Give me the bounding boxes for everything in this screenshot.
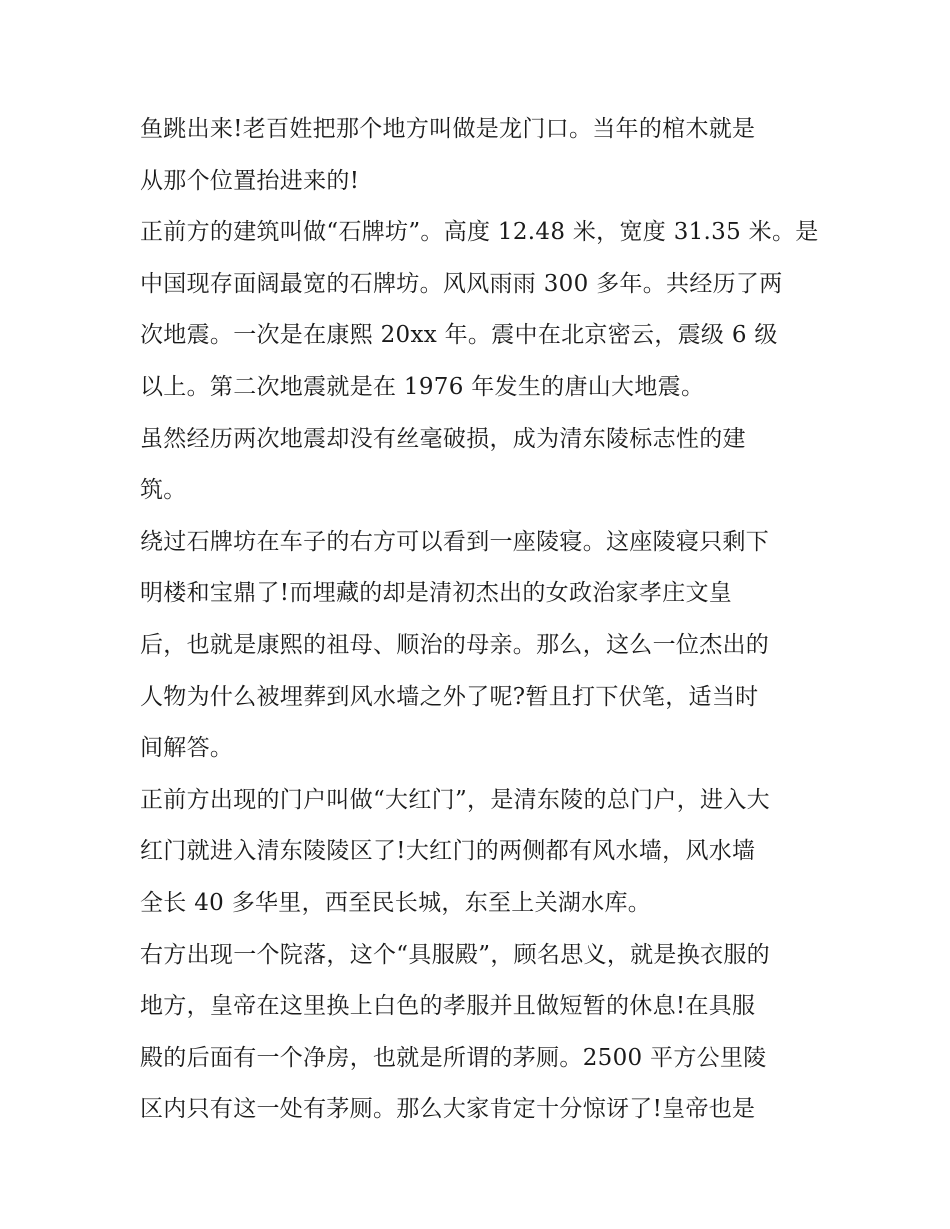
text-line: 殿的后面有一个净房，也就是所谓的茅厕。2500 平方公里陵	[140, 1044, 767, 1071]
text-line: 以上。第二次地震就是在 1976 年发生的唐山大地震。	[140, 373, 705, 400]
text-line: 后，也就是康熙的祖母、顺治的母亲。那么，这么一位杰出的	[140, 631, 770, 658]
text-line: 绕过石牌坊在车子的右方可以看到一座陵寝。这座陵寝只剩下	[140, 528, 770, 555]
text-line: 正前方的建筑叫做“石牌坊”。高度 12.48 米，宽度 31.35 米。是	[140, 219, 819, 246]
text-line: 明楼和宝鼎了!而埋藏的却是清初杰出的女政治家孝庄文皇	[140, 580, 733, 607]
text-line: 区内只有这一处有茅厕。那么大家肯定十分惊讶了!皇帝也是	[140, 1096, 756, 1123]
text-line: 鱼跳出来!老百姓把那个地方叫做是龙门口。当年的棺木就是	[140, 116, 756, 142]
text-line: 全长 40 多华里，西至民长城，东至上关湖水库。	[140, 889, 652, 916]
text-line: 虽然经历两次地震却没有丝毫破损，成为清东陵标志性的建	[140, 425, 746, 452]
text-line: 次地震。一次是在康熙 20xx 年。震中在北京密云，震级 6 级	[140, 322, 778, 349]
document-body	[140, 104, 820, 1136]
text-line: 右方出现一个院落，这个“具服殿”，顾名思义，就是换衣服的	[140, 941, 770, 968]
text-line: 筑。	[140, 477, 187, 504]
text-line: 从那个位置抬进来的!	[140, 167, 360, 194]
text-line: 间解答。	[140, 735, 234, 762]
text-line: 地方，皇帝在这里换上白色的孝服并且做短暂的休息!在具服	[140, 993, 756, 1020]
text-line: 红门就进入清东陵陵区了!大红门的两侧都有风水墙，风水墙	[140, 838, 756, 865]
text-line: 中国现存面阔最宽的石牌坊。风风雨雨 300 多年。共经历了两	[140, 270, 783, 297]
text-line: 正前方出现的门户叫做“大红门”，是清东陵的总门户，进入大	[140, 786, 770, 813]
text-line: 人物为什么被埋葬到风水墙之外了呢?暂且打下伏笔，适当时	[140, 683, 759, 710]
